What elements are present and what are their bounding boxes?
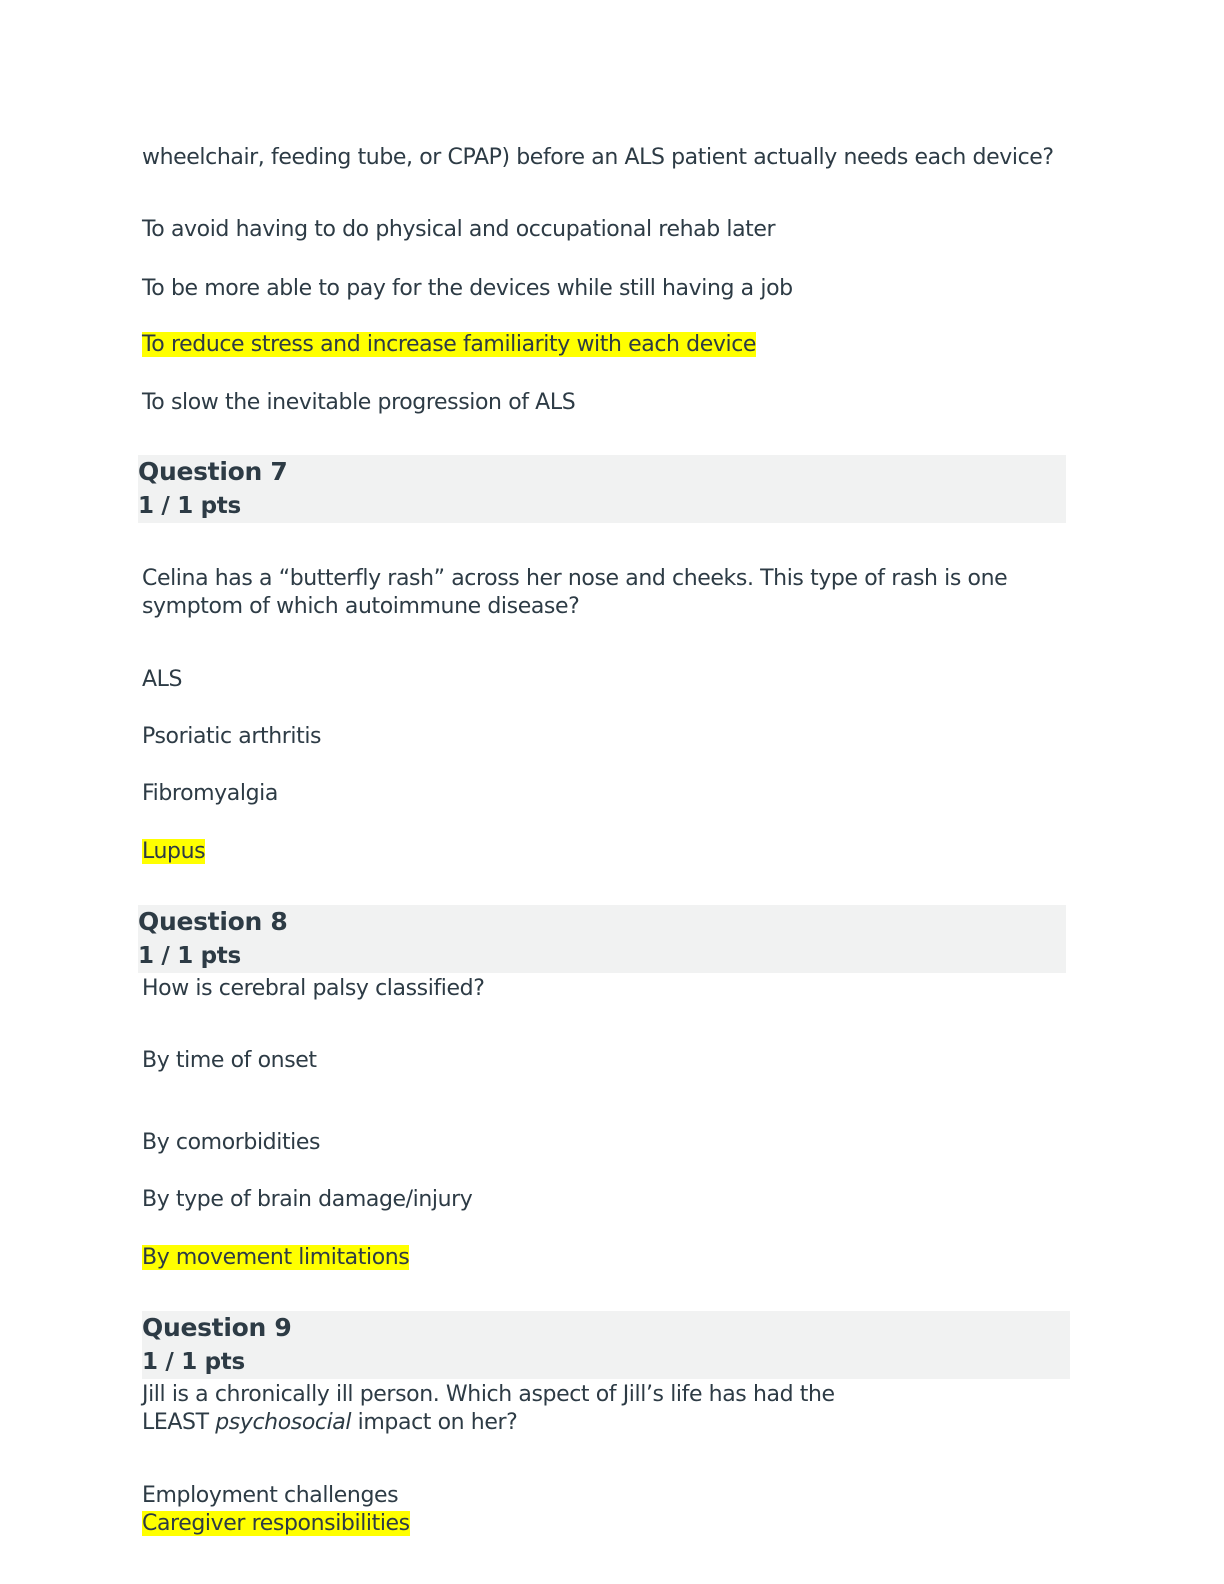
q9-stem-emphasis: psychosocial xyxy=(215,1410,352,1435)
q9-stem-least: LEAST xyxy=(142,1410,216,1435)
q7-option-3: Fibromyalgia xyxy=(142,781,278,806)
q6-option-3-correct xyxy=(142,331,756,359)
q7-title: Question 7 xyxy=(138,457,288,486)
q7-header xyxy=(138,455,1066,523)
q7-option-4-correct xyxy=(142,838,205,866)
q9-points: 1 / 1 pts xyxy=(142,1349,245,1375)
q8-option-2: By comorbidities xyxy=(142,1130,321,1155)
q8-option-4-label: By movement limitations xyxy=(142,1245,410,1270)
q8-option-3: By type of brain damage/injury xyxy=(142,1187,473,1212)
q8-option-1: By time of onset xyxy=(142,1048,317,1073)
q7-option-4-label: Lupus xyxy=(142,839,206,864)
q8-option-4-correct xyxy=(142,1244,409,1272)
q8-stem: How is cerebral palsy classified? xyxy=(142,976,485,1001)
q6-stem-end: wheelchair, feeding tube, or CPAP) before an ALS patient actually needs each device? xyxy=(142,145,1054,170)
q7-option-2: Psoriatic arthritis xyxy=(142,724,322,749)
q9-option-2-correct xyxy=(142,1510,410,1538)
q7-points: 1 / 1 pts xyxy=(138,493,241,519)
q9-stem-rest: impact on her? xyxy=(351,1410,518,1435)
q6-option-4: To slow the inevitable progression of ALS xyxy=(142,390,576,415)
q9-stem-line-2 xyxy=(142,1409,517,1437)
q8-title: Question 8 xyxy=(138,907,288,936)
q7-stem-line-2: symptom of which autoimmune disease? xyxy=(142,594,580,619)
q7-option-1: ALS xyxy=(142,667,183,692)
q7-stem-line-1: Celina has a “butterfly rash” across her nose and cheeks. This type of rash is one xyxy=(142,566,1008,591)
q9-option-1: Employment challenges xyxy=(142,1483,399,1508)
q9-stem-line-1: Jill is a chronically ill person. Which aspect of Jill’s life has had the xyxy=(142,1382,835,1407)
q9-title: Question 9 xyxy=(142,1313,292,1342)
q6-option-3-label: To reduce stress and increase familiarity with each device xyxy=(142,332,757,357)
q8-points: 1 / 1 pts xyxy=(138,943,241,969)
q8-header xyxy=(138,905,1066,973)
q6-option-1: To avoid having to do physical and occupational rehab later xyxy=(142,217,776,242)
q6-option-2: To be more able to pay for the devices while still having a job xyxy=(142,276,793,301)
q9-option-2-label: Caregiver responsibilities xyxy=(142,1511,410,1536)
q9-header xyxy=(142,1311,1070,1379)
